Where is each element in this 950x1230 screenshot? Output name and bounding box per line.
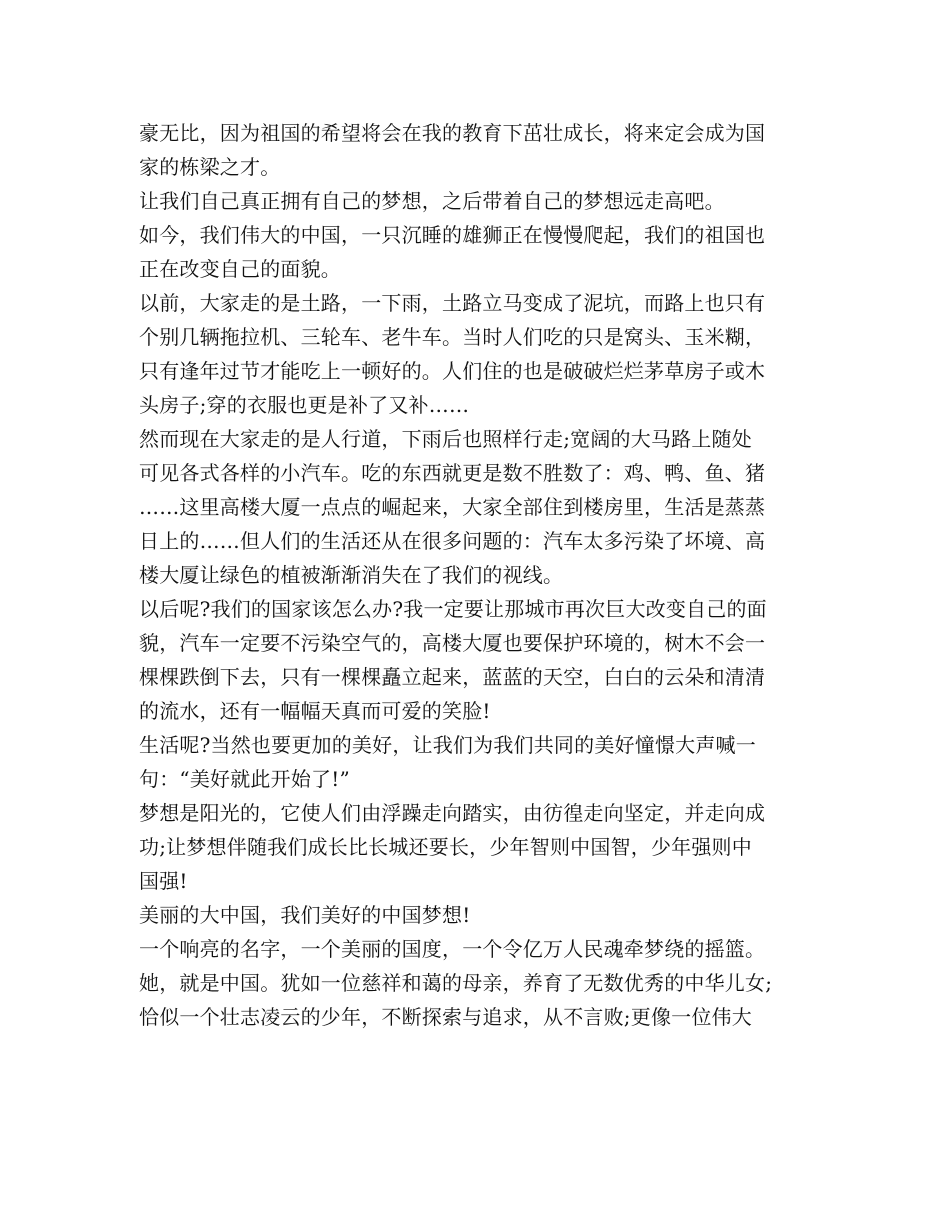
text-line: 她，就是中国。犹如一位慈祥和蔼的母亲，养育了无数优秀的中华儿女; <box>139 971 773 995</box>
text-line: 生活呢?当然也要更加的美好，让我们为我们共同的美好憧憬大声喊一 <box>139 733 756 757</box>
text-line: 国强! <box>139 869 188 893</box>
text-line: 如今，我们伟大的中国，一只沉睡的雄狮正在慢慢爬起，我们的祖国也 <box>139 223 766 247</box>
text-line: 美丽的大中国，我们美好的中国梦想! <box>139 903 471 927</box>
text-line: ……这里高楼大厦一点点的崛起来，大家全部住到楼房里，生活是蒸蒸 <box>139 495 766 519</box>
text-line: 以前，大家走的是土路，一下雨，土路立马变成了泥坑，而路上也只有 <box>139 291 766 315</box>
text-line: 个别几辆拖拉机、三轮车、老牛车。当时人们吃的只是窝头、玉米糊， <box>139 325 766 349</box>
body-text <box>139 116 819 1034</box>
text-line: 让我们自己真正拥有自己的梦想，之后带着自己的梦想远走高吧。 <box>139 189 725 213</box>
text-line: 句：“美好就此开始了!” <box>139 767 350 791</box>
text-line: 楼大厦让绿色的植被渐渐消失在了我们的视线。 <box>139 563 564 587</box>
text-line: 梦想是阳光的，它使人们由浮躁走向踏实，由彷徨走向坚定，并走向成 <box>139 801 766 825</box>
text-line: 日上的……但人们的生活还从在很多问题的：汽车太多污染了坏境、高 <box>139 529 766 553</box>
text-line: 然而现在大家走的是人行道，下雨后也照样行走;宽阔的大马路上随处 <box>139 427 752 451</box>
text-line: 棵棵跌倒下去，只有一棵棵矗立起来，蓝蓝的天空，白白的云朵和清清 <box>139 665 766 689</box>
text-line: 功;让梦想伴随我们成长比长城还要长，少年智则中国智，少年强则中 <box>139 835 752 859</box>
text-line: 一个响亮的名字，一个美丽的国度，一个令亿万人民魂牵梦绕的摇篮。 <box>139 937 766 961</box>
text-line: 豪无比，因为祖国的希望将会在我的教育下茁壮成长，将来定会成为国 <box>139 121 766 145</box>
text-line: 只有逢年过节才能吃上一顿好的。人们住的也是破破烂烂茅草房子或木 <box>139 359 766 383</box>
text-line: 以后呢?我们的国家该怎么办?我一定要让那城市再次巨大改变自己的面 <box>139 597 767 621</box>
text-line: 头房子;穿的衣服也更是补了又补…… <box>139 393 470 417</box>
text-line: 正在改变自己的面貌。 <box>139 257 341 281</box>
text-line: 可见各式各样的小汽车。吃的东西就更是数不胜数了：鸡、鸭、鱼、猪 <box>139 461 766 485</box>
text-line: 的流水，还有一幅幅天真而可爱的笑脸! <box>139 699 491 723</box>
text-line: 貌，汽车一定要不污染空气的，高楼大厦也要保护环境的，树木不会一 <box>139 631 766 655</box>
text-line: 家的栋梁之才。 <box>139 155 281 179</box>
text-line: 恰似一个壮志凌云的少年，不断探索与追求，从不言败;更像一位伟大 <box>139 1005 752 1029</box>
